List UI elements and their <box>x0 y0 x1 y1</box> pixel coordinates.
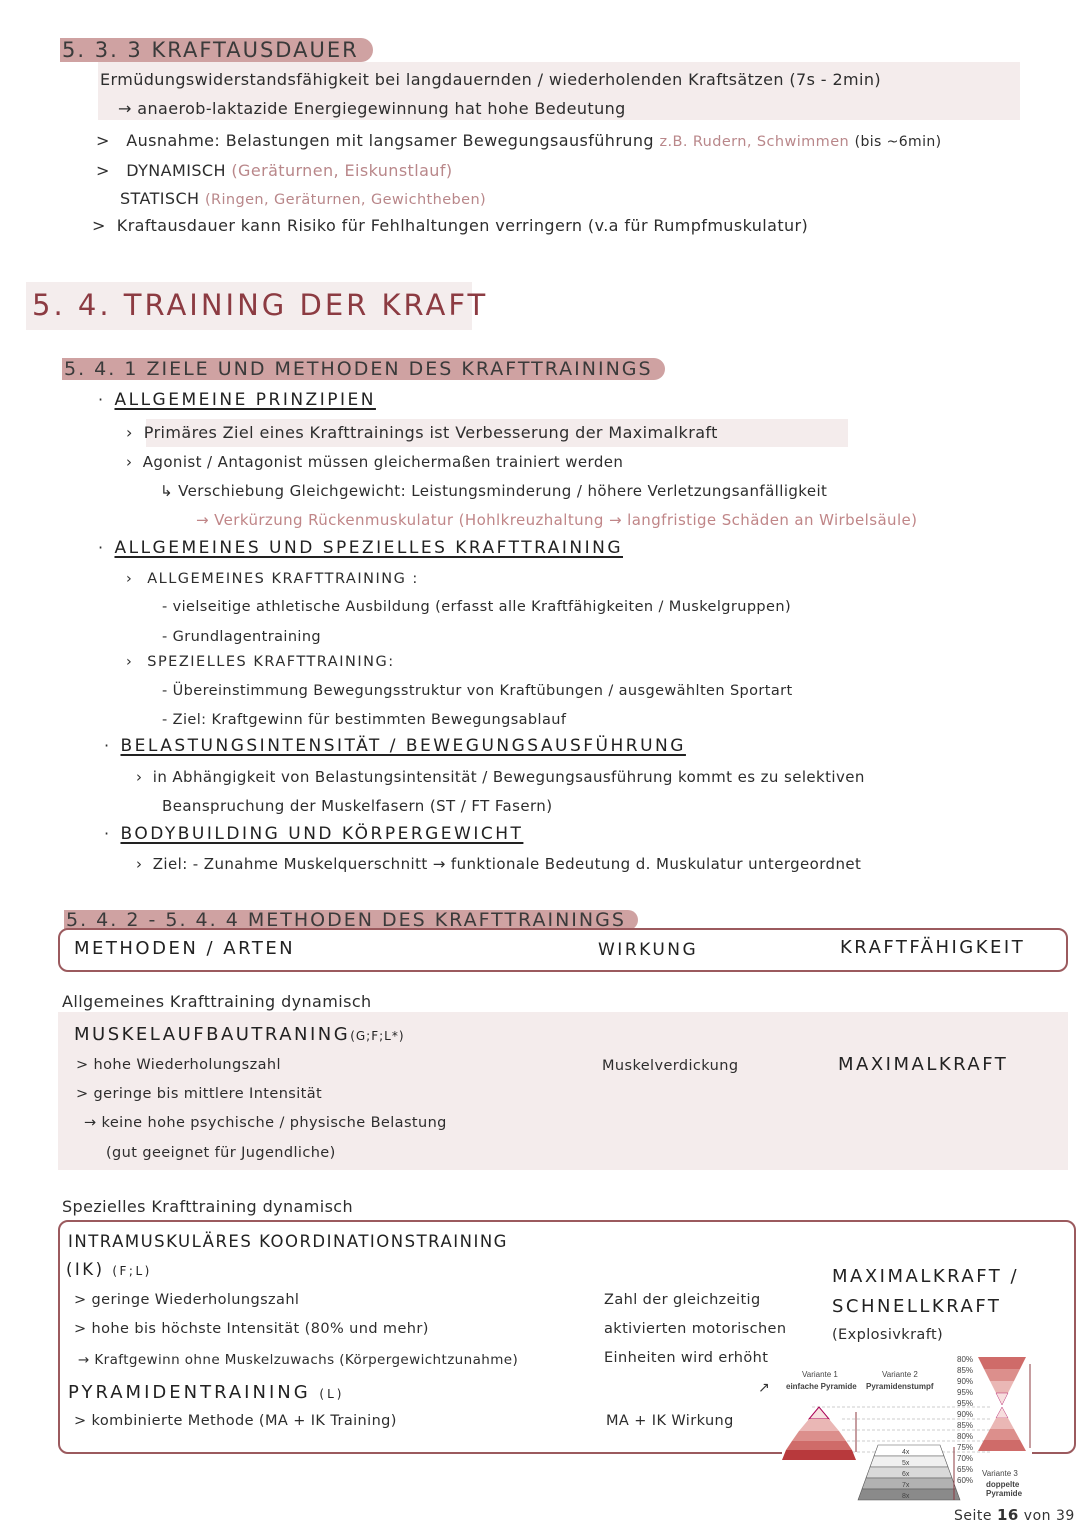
column-header-methoden: METHODEN / ARTEN <box>74 938 296 959</box>
variant-1-subtitle: einfache Pyramide <box>786 1382 857 1391</box>
method-name: INTRAMUSKULÄRES KOORDINATIONSTRAINING <box>68 1232 508 1251</box>
list-item-cont: Beanspruchung der Muskelfasern (ST / FT Fasern) <box>162 797 553 815</box>
method-wirkung: MA + IK Wirkung <box>606 1413 734 1429</box>
chapter-heading-5-4: 5. 4. TRAINING DER KRAFT <box>32 288 489 322</box>
method-line: > geringe bis mittlere Intensität <box>76 1086 323 1102</box>
list-item-sub: ↳ Verschiebung Gleichgewicht: Leistungsminderung / höhere Verletzungsanfälligkeit <box>160 482 828 500</box>
method-line: > hohe bis höchste Intensität (80% und mehr) <box>74 1321 429 1337</box>
group-label-speziell: Spezielles Krafttraining dynamisch <box>62 1197 354 1216</box>
group-label-allgemein: Allgemeines Krafttraining dynamisch <box>62 992 372 1011</box>
pyramid-figure <box>782 1352 1032 1504</box>
definition-line-2: → anaerob-laktazide Energiegewinnung hat hohe Bedeutung <box>118 99 626 118</box>
variant-3-subtitle: doppelte <box>986 1480 1020 1489</box>
column-header-wirkung: WIRKUNG <box>598 940 699 960</box>
list-item-sub2: → Verkürzung Rückenmuskulatur (Hohlkreuzhaltung → langfristige Schäden an Wirbelsäule) <box>196 511 918 529</box>
variant-1-title: Variante 1 <box>802 1370 838 1379</box>
list-item: › Agonist / Antagonist müssen gleichermaßen trainiert werden <box>126 453 624 471</box>
bullet-allgemeine-prinzipien: · ALLGEMEINE PRINZIPIEN <box>98 390 376 410</box>
method-wirkung: aktivierten motorischen <box>604 1321 787 1337</box>
arrow-icon: ↗ <box>758 1380 770 1396</box>
bullet-allg-spez: · ALLGEMEINES UND SPEZIELLES KRAFTTRAINING <box>98 538 623 558</box>
method-line: > hohe Wiederholungszahl <box>76 1057 281 1073</box>
list-item: > Kraftausdauer kann Risiko für Fehlhaltungen verringern (v.a für Rumpfmuskulatur) <box>92 216 809 235</box>
list-item: › Ziel: - Zunahme Muskelquerschnitt → funktionale Bedeutung d. Muskulatur untergeordnet <box>136 855 862 873</box>
column-header-kraftfaehigkeit: KRAFTFÄHIGKEIT <box>840 937 1026 958</box>
list-item: STATISCH (Ringen, Geräturnen, Gewichtheben) <box>120 189 487 208</box>
method-kraft: SCHNELLKRAFT <box>832 1296 1002 1317</box>
method-name: PYRAMIDENTRAINING (L) <box>68 1382 345 1403</box>
bullet-belastung: · BELASTUNGSINTENSITÄT / BEWEGUNGSAUSFÜHRUNG <box>104 736 686 756</box>
variant-2-subtitle: Pyramidenstumpf <box>866 1382 934 1391</box>
section-heading-5-4-1: 5. 4. 1 ZIELE UND METHODEN DES KRAFTTRAININGS <box>62 358 665 380</box>
list-item: - Übereinstimmung Bewegungsstruktur von Kraftübungen / ausgewählten Sportart <box>162 683 793 699</box>
list-item: - vielseitige athletische Ausbildung (erfasst alle Kraftfähigkeiten / Muskelgruppen) <box>162 599 791 615</box>
method-kraft: MAXIMALKRAFT <box>838 1054 1009 1075</box>
method-line: > kombinierte Methode (MA + IK Training) <box>74 1413 397 1429</box>
list-item: › Primäres Ziel eines Krafttrainings ist Verbesserung der Maximalkraft <box>126 423 718 442</box>
percent-scale: 80% 85% 90% 95% 95% 90% 85% 80% 75% 70% 65% 60% <box>957 1355 974 1485</box>
bullet-bodybuilding: · BODYBUILDING UND KÖRPERGEWICHT <box>104 824 524 844</box>
method-line: → Kraftgewinn ohne Muskelzuwachs (Körpergewichtzunahme) <box>78 1352 519 1368</box>
list-item: › SPEZIELLES KRAFTTRAINING: <box>126 654 395 670</box>
variant-3-subtitle: Pyramide <box>986 1489 1023 1498</box>
section-heading-5-3-3: 5. 3. 3 KRAFTAUSDAUER <box>60 38 373 62</box>
method-kraft: MAXIMALKRAFT / <box>832 1266 1020 1287</box>
page-footer: Seite 16 von 39 <box>954 1506 1075 1524</box>
section-heading-5-4-2: 5. 4. 2 - 5. 4. 4 METHODEN DES KRAFTTRAININGS <box>64 909 638 931</box>
list-item: - Grundlagentraining <box>162 629 322 645</box>
method-line: (gut geeignet für Jugendliche) <box>106 1145 336 1161</box>
variant-2-title: Variante 2 <box>882 1370 918 1379</box>
list-item: - Ziel: Kraftgewinn für bestimmten Bewegungsablauf <box>162 712 567 728</box>
method-line: > geringe Wiederholungszahl <box>74 1292 300 1308</box>
list-item: › in Abhängigkeit von Belastungsintensität / Bewegungsausführung kommt es zu selektiven <box>136 768 865 786</box>
method-wirkung: Zahl der gleichzeitig <box>604 1292 761 1308</box>
definition-line-1: Ermüdungswiderstandsfähigkeit bei langdauernden / wiederholenden Kraftsätzen (7s - 2min) <box>100 70 882 89</box>
method-wirkung: Einheiten wird erhöht <box>604 1350 769 1366</box>
method-line: → keine hohe psychische / physische Belastung <box>84 1115 447 1131</box>
variant-3-title: Variante 3 <box>982 1469 1018 1478</box>
variant-2-reps: 4x 5x 6x 7x 8x <box>902 1449 910 1500</box>
method-name-abbr: (IK) (F;L) <box>66 1260 152 1279</box>
list-item: › ALLGEMEINES KRAFTTRAINING : <box>126 571 419 587</box>
list-item: > DYNAMISCH (Geräturnen, Eiskunstlauf) <box>96 161 453 180</box>
method-wirkung: Muskelverdickung <box>602 1058 739 1074</box>
method-kraft-note: (Explosivkraft) <box>832 1327 944 1343</box>
list-item: > Ausnahme: Belastungen mit langsamer Bewegungsausführung z.B. Rudern, Schwimmen (bis ~6min) <box>96 131 942 150</box>
method-name: MUSKELAUFBAUTRANING(G;F;L*) <box>74 1024 405 1045</box>
